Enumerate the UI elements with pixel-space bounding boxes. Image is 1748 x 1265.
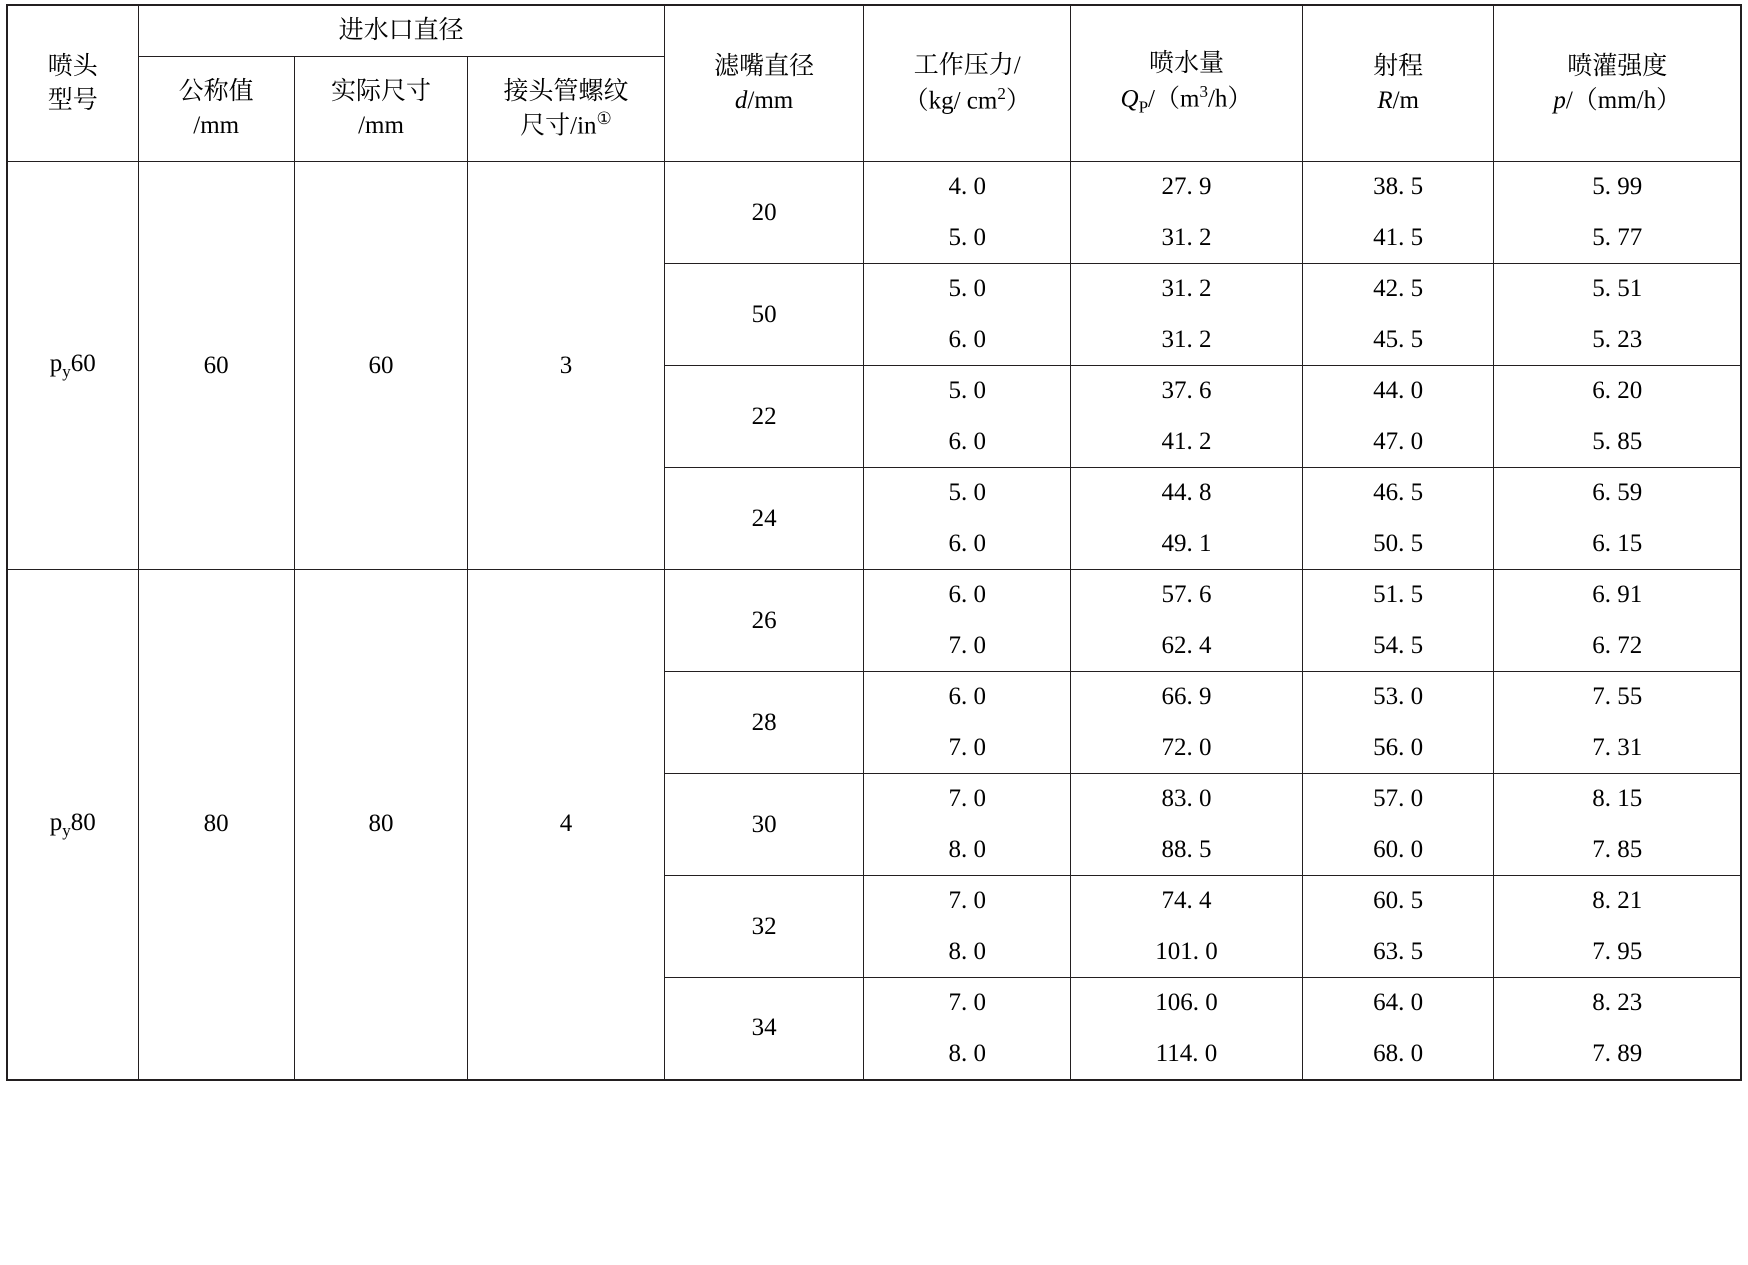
- cell-flow: 66. 9: [1071, 672, 1303, 723]
- cell-range: 60. 5: [1302, 876, 1494, 927]
- header-inlet-nominal: [138, 57, 294, 162]
- header-model-line2: 型号: [47, 86, 98, 114]
- cell-flow: 72. 0: [1071, 723, 1303, 774]
- header-irrigation-intensity: [1494, 5, 1741, 162]
- cell-nozzle-diameter: 20: [664, 162, 864, 264]
- cell-pressure: 5. 0: [864, 366, 1071, 417]
- header-nozzle-diameter-line2: [669, 84, 860, 118]
- cell-intensity: 8. 23: [1494, 978, 1741, 1029]
- cell-inlet-actual: 60: [294, 162, 467, 570]
- cell-pressure: 7. 0: [864, 774, 1071, 825]
- cell-nozzle-diameter: 26: [664, 570, 864, 672]
- cell-range: 51. 5: [1302, 570, 1494, 621]
- header-flow-line2: [1075, 81, 1298, 119]
- cell-inlet-nominal: 60: [138, 162, 294, 570]
- header-intensity-line1: 喷灌强度: [1567, 52, 1668, 80]
- cell-model: [7, 570, 138, 1080]
- cell-nozzle-diameter: 50: [664, 264, 864, 366]
- cell-range: 63. 5: [1302, 927, 1494, 978]
- cell-pressure: 7. 0: [864, 621, 1071, 672]
- header-model: [7, 5, 138, 162]
- cell-flow: 114. 0: [1071, 1029, 1303, 1080]
- header-flow-unit-end: /h）: [1207, 85, 1253, 113]
- header-flow-unit-sup: 3: [1199, 82, 1208, 102]
- cell-pressure: 6. 0: [864, 315, 1071, 366]
- header-inlet-nominal-line2: /mm: [193, 112, 240, 139]
- cell-intensity: 7. 95: [1494, 927, 1741, 978]
- table-row: [7, 162, 1741, 213]
- header-pressure-unit-sup: 2: [997, 83, 1006, 103]
- cell-range: 44. 0: [1302, 366, 1494, 417]
- header-flow-unit-mid: /（m: [1148, 85, 1200, 113]
- cell-pressure: 8. 0: [864, 927, 1071, 978]
- header-nozzle-d-unit: /mm: [747, 86, 794, 114]
- cell-nozzle-diameter: 24: [664, 468, 864, 570]
- cell-pressure: 6. 0: [864, 672, 1071, 723]
- cell-flow: 101. 0: [1071, 927, 1303, 978]
- model-subscript: y: [62, 362, 71, 382]
- header-flow-line1: 喷水量: [1148, 50, 1224, 78]
- cell-nozzle-diameter: 22: [664, 366, 864, 468]
- header-intensity-p-symbol: p: [1553, 86, 1566, 114]
- header-range-line1: 射程: [1373, 52, 1424, 80]
- model-suffix: 60: [70, 350, 96, 378]
- header-inlet-thread: [468, 57, 665, 162]
- cell-range: 47. 0: [1302, 417, 1494, 468]
- cell-nozzle-diameter: 30: [664, 774, 864, 876]
- cell-intensity: 5. 85: [1494, 417, 1741, 468]
- cell-flow: 62. 4: [1071, 621, 1303, 672]
- cell-inlet-thread: 4: [468, 570, 665, 1080]
- header-range-r-symbol: R: [1377, 86, 1393, 114]
- cell-pressure: 6. 0: [864, 417, 1071, 468]
- cell-pressure: 4. 0: [864, 162, 1071, 213]
- header-working-pressure: [864, 5, 1071, 162]
- cell-pressure: 5. 0: [864, 264, 1071, 315]
- cell-pressure: 7. 0: [864, 978, 1071, 1029]
- header-flow-q-symbol: Q: [1120, 85, 1139, 113]
- header-range-line2: [1307, 84, 1490, 118]
- cell-pressure: 8. 0: [864, 825, 1071, 876]
- header-inlet-actual-line1: 实际尺寸: [330, 78, 431, 106]
- cell-inlet-thread: 3: [468, 162, 665, 570]
- header-pressure-unit-post: ）: [1005, 87, 1031, 115]
- cell-pressure: 7. 0: [864, 876, 1071, 927]
- cell-intensity: 6. 15: [1494, 519, 1741, 570]
- model-suffix: 80: [70, 808, 96, 836]
- header-inlet-actual-line2: /mm: [358, 112, 404, 139]
- header-range: [1302, 5, 1494, 162]
- header-intensity-unit: /（mm/h）: [1565, 86, 1682, 114]
- table-header-row-1: [7, 5, 1741, 57]
- cell-range: 57. 0: [1302, 774, 1494, 825]
- cell-range: 46. 5: [1302, 468, 1494, 519]
- cell-intensity: 6. 91: [1494, 570, 1741, 621]
- cell-range: 38. 5: [1302, 162, 1494, 213]
- header-flow-q-subscript: P: [1138, 97, 1149, 117]
- cell-flow: 44. 8: [1071, 468, 1303, 519]
- header-inlet-thread-line2: [472, 108, 660, 143]
- cell-nozzle-diameter: 32: [664, 876, 864, 978]
- header-inlet-thread-unit: 尺寸/in: [520, 112, 597, 140]
- header-water-flow: [1071, 5, 1303, 162]
- header-inlet-nominal-line1: 公称值: [178, 78, 254, 106]
- header-nozzle-diameter-line1: 滤嘴直径: [714, 52, 815, 80]
- cell-intensity: 6. 20: [1494, 366, 1741, 417]
- cell-intensity: 8. 15: [1494, 774, 1741, 825]
- cell-flow: 31. 2: [1071, 213, 1303, 264]
- cell-intensity: 7. 85: [1494, 825, 1741, 876]
- cell-intensity: 5. 23: [1494, 315, 1741, 366]
- cell-pressure: 5. 0: [864, 213, 1071, 264]
- cell-pressure: 6. 0: [864, 570, 1071, 621]
- header-inlet-diameter-group: 进水口直径: [138, 5, 664, 57]
- cell-intensity: 5. 51: [1494, 264, 1741, 315]
- model-prefix: p: [49, 350, 63, 378]
- cell-range: 45. 5: [1302, 315, 1494, 366]
- cell-range: 60. 0: [1302, 825, 1494, 876]
- cell-flow: 74. 4: [1071, 876, 1303, 927]
- cell-pressure: 5. 0: [864, 468, 1071, 519]
- header-nozzle-d-symbol: d: [734, 86, 748, 114]
- table-body: [7, 162, 1741, 1080]
- cell-intensity: 6. 72: [1494, 621, 1741, 672]
- header-pressure-line2: [868, 83, 1066, 118]
- cell-flow: 37. 6: [1071, 366, 1303, 417]
- cell-inlet-nominal: 80: [138, 570, 294, 1080]
- cell-intensity: 7. 89: [1494, 1029, 1741, 1080]
- model-prefix: p: [49, 808, 63, 836]
- cell-pressure: 8. 0: [864, 1029, 1071, 1080]
- header-inlet-actual: [294, 57, 467, 162]
- cell-range: 56. 0: [1302, 723, 1494, 774]
- cell-model: [7, 162, 138, 570]
- cell-range: 50. 5: [1302, 519, 1494, 570]
- cell-range: 53. 0: [1302, 672, 1494, 723]
- cell-range: 42. 5: [1302, 264, 1494, 315]
- cell-intensity: 6. 59: [1494, 468, 1741, 519]
- cell-flow: 41. 2: [1071, 417, 1303, 468]
- cell-range: 41. 5: [1302, 213, 1494, 264]
- cell-range: 54. 5: [1302, 621, 1494, 672]
- cell-intensity: 7. 55: [1494, 672, 1741, 723]
- cell-inlet-actual: 80: [294, 570, 467, 1080]
- model-subscript: y: [62, 820, 71, 840]
- cell-nozzle-diameter: 34: [664, 978, 864, 1080]
- cell-flow: 57. 6: [1071, 570, 1303, 621]
- header-intensity-line2: [1498, 84, 1736, 118]
- header-range-unit: /m: [1392, 86, 1419, 114]
- cell-intensity: 5. 99: [1494, 162, 1741, 213]
- sprinkler-spec-table: [6, 4, 1742, 1081]
- header-model-line1: 喷头: [47, 52, 98, 80]
- cell-pressure: 7. 0: [864, 723, 1071, 774]
- cell-nozzle-diameter: 28: [664, 672, 864, 774]
- header-pressure-unit-pre: （kg/ cm: [903, 87, 998, 115]
- cell-flow: 83. 0: [1071, 774, 1303, 825]
- cell-flow: 27. 9: [1071, 162, 1303, 213]
- cell-flow: 49. 1: [1071, 519, 1303, 570]
- cell-flow: 31. 2: [1071, 315, 1303, 366]
- header-pressure-line1: 工作压力/: [913, 52, 1021, 80]
- header-nozzle-diameter: [664, 5, 864, 162]
- cell-flow: 31. 2: [1071, 264, 1303, 315]
- footnote-marker: ①: [596, 109, 612, 129]
- table-row: [7, 570, 1741, 621]
- cell-range: 68. 0: [1302, 1029, 1494, 1080]
- cell-pressure: 6. 0: [864, 519, 1071, 570]
- cell-range: 64. 0: [1302, 978, 1494, 1029]
- cell-intensity: 8. 21: [1494, 876, 1741, 927]
- cell-intensity: 7. 31: [1494, 723, 1741, 774]
- cell-flow: 88. 5: [1071, 825, 1303, 876]
- header-inlet-thread-line1: 接头管螺纹: [503, 77, 629, 105]
- cell-flow: 106. 0: [1071, 978, 1303, 1029]
- cell-intensity: 5. 77: [1494, 213, 1741, 264]
